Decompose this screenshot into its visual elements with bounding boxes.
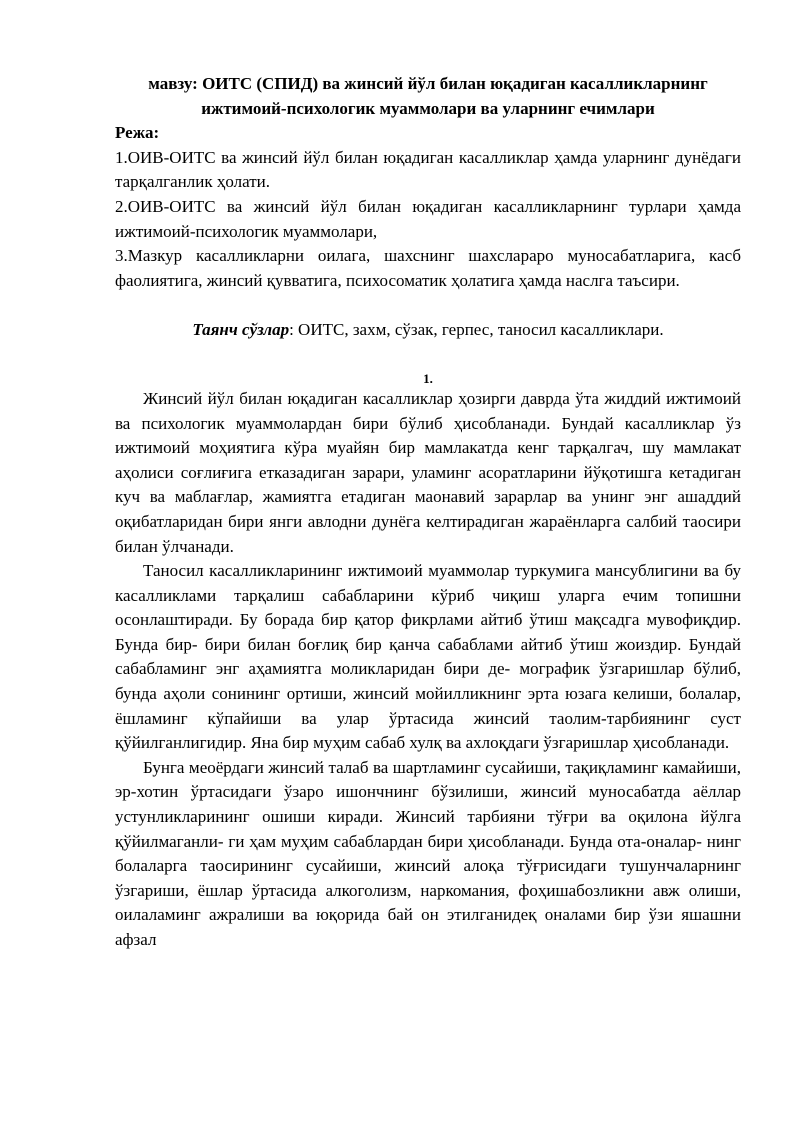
- keywords-text: : ОИТС, захм, сўзак, герпес, таносил касалликлари.: [289, 320, 664, 340]
- document-page: [115, 72, 741, 953]
- plan-item-2: 2.ОИВ-ОИТС ва жинсий йўл билан юқадиган касалликларнинг турлари ҳамда ижтимоий-психологик муаммолари,: [115, 196, 741, 241]
- keywords-label: Таянч сўзлар: [192, 320, 290, 340]
- title-line-2: ижтимоий-психологик муаммолари ва уларнинг ечимлари: [201, 98, 655, 118]
- keywords-line: [115, 318, 741, 343]
- section-number: 1.: [423, 370, 433, 386]
- body-paragraph-1: Жинсий йўл билан юқадиган касалликлар ҳозирги даврда ўта жиддий ижтимоий ва психологик муаммолардан бири бўлиб ҳисобланади. Бундай касалликлар ўз ижтимоий моҳиятига кўра муайян бир мамлакатда кенг тарқалгач, шу мамлакат аҳолиси соғлиғига етказадиган зарари, уламинг асоратларини йўқотишга кетадиган куч ва маблағлар, жамиятга етадиган маонавий зарарлар ва унинг энг ашаддий оқибатларидан бири янги авлодни дунёга келтирадиган жараёнларга салбий таосири билан ўлчанади.: [115, 388, 741, 556]
- body-paragraph-3: Бунга меоёрдаги жинсий талаб ва шартламинг сусайиши, тақиқламинг камайиши, эр-хотин ўртасидаги ўзаро ишончнинг бўзилиши, жинсий муносабатда аёллар устунликларининг ошиши киради. Жинсий тарбияни тўғри ва оқилона йўлга қўйилмаганли- ги ҳам муҳим сабаблардан бири ҳисобланади. Бунда ота-оналар- нинг болаларга таосирининг сусайиши, жинсий алоқа тўғрисидаги тушунчаларнинг ўзгариши, ёшлар ўртасида алкоголизм, наркомания, фоҳишабозликни авж олиши, оилаламинг ажралиши ва юқорида бай он этилганидеқ оналами бир ўзи яшашни афзал: [115, 757, 741, 949]
- plan-item-3: 3.Мазкур касалликларни оилага, шахснинг шахслараро муносабатларига, касб фаолиятига, жинсий қувватига, психосоматик ҳолатига ҳамда наслга таъсири.: [115, 246, 741, 290]
- plan-heading: Режа:: [115, 123, 160, 143]
- document-title: [115, 72, 741, 121]
- plan-item-1: 1.ОИВ-ОИТС ва жинсий йўл билан юқадиган касалликлар ҳамда уларнинг дунёдаги тарқалганлик ҳолати.: [115, 147, 741, 192]
- title-line-1: мавзу: ОИТС (СПИД) ва жинсий йўл билан юқадиган касалликларнинг: [148, 74, 708, 93]
- body-paragraph-2: Таносил касалликларининг ижтимоий муаммолар туркумига мансублигини ва бу касалликлами тарқалиш сабабларини кўриб чиқиш уларга ечим топишни осонлаштиради. Бу борада бир қатор фикрлами айтиб ўтиш мақсадга мувофиқдир. Бунда бир- бири билан боғлиқ бир қанча сабаблами айтиб ўтиш жоиздир. Бундай сабабламинг энг аҳамиятга моликларидан бири де- мографик ўзгаришлар бўлиб, бунда аҳоли сонининг ортиши, жинсий мойилликнинг эрта юзага келиши, болалар, ёшламинг кўпайиши ва улар ўртасида жинсий таолим-тарбиянинг суст қўйилганлигидир. Яна бир муҳим сабаб хулқ ва ахлоқдаги ўзгаришлар ҳисобланади.: [115, 561, 741, 753]
